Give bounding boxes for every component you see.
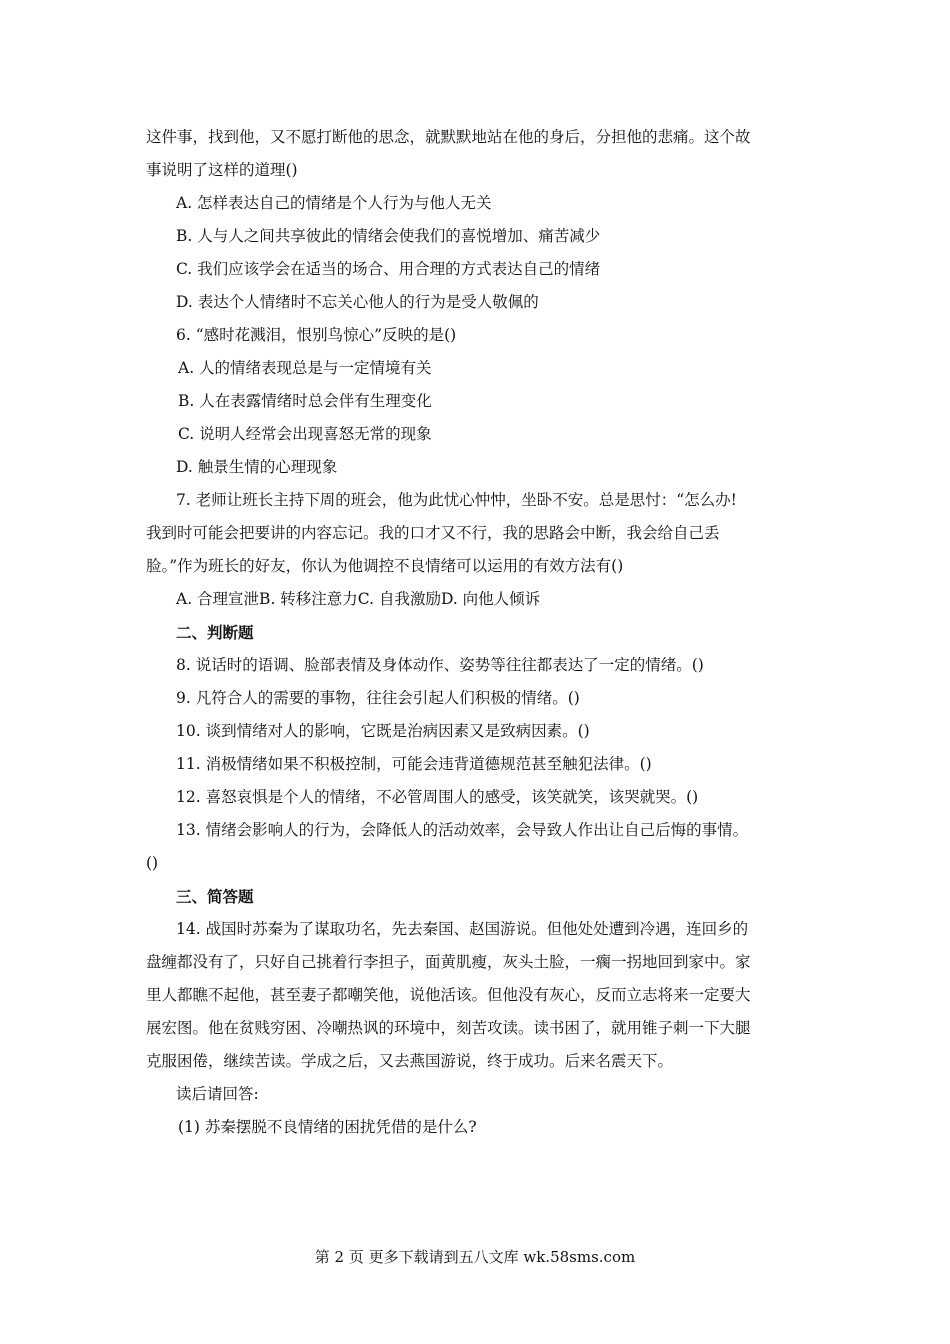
page-footer: 第 2 页 更多下载请到五八文库 wk.58sms.com (314, 1248, 636, 1266)
document-body (146, 121, 814, 1144)
text-line: 11. 消极情绪如果不积极控制，可能会违背道德规范甚至触犯法律。() (176, 755, 652, 773)
text-line: 8. 说话时的语调、脸部表情及身体动作、姿势等往往都表达了一定的情绪。() (176, 656, 704, 674)
text-line: D. 触景生情的心理现象 (176, 458, 338, 476)
text-line: 12. 喜怒哀惧是个人的情绪，不必管周围人的感受，该笑就笑，该哭就哭。() (176, 788, 699, 806)
text-line: 读后请回答: (176, 1085, 259, 1103)
text-line: C. 我们应该学会在适当的场合、用合理的方式表达自己的情绪 (176, 260, 601, 278)
text-line: () (146, 854, 159, 872)
text-line: 我到时可能会把要讲的内容忘记。我的口才又不行，我的思路会中断，我会给自己丢 (146, 524, 720, 542)
text-line: 里人都瞧不起他，甚至妻子都嘲笑他，说他活该。但他没有灰心，反而立志将来一定要大 (146, 986, 751, 1004)
text-line: 9. 凡符合人的需要的事物，往往会引起人们积极的情绪。() (176, 689, 580, 707)
text-line: C. 说明人经常会出现喜怒无常的现象 (178, 425, 432, 443)
text-line: 脸。”作为班长的好友，你认为他调控不良情绪可以运用的有效方法有() (146, 557, 624, 575)
section-heading: 二、判断题 (176, 623, 254, 642)
text-line: 7. 老师让班长主持下周的班会，他为此忧心忡忡，坐卧不安。总是思忖：“怎么办! (176, 491, 737, 509)
text-line: (1) 苏秦摆脱不良情绪的困扰凭借的是什么? (178, 1118, 477, 1136)
text-line: 事说明了这样的道理() (146, 161, 298, 179)
section-heading: 三、简答题 (176, 887, 254, 906)
text-line: A. 人的情绪表现总是与一定情境有关 (178, 359, 432, 377)
text-line: 6. “感时花溅泪，恨别鸟惊心”反映的是() (176, 326, 457, 344)
text-line: A. 合理宣泄B. 转移注意力C. 自我激励D. 向他人倾诉 (176, 590, 541, 608)
text-line: B. 人与人之间共享彼此的情绪会使我们的喜悦增加、痛苦减少 (176, 227, 601, 245)
text-line: 盘缠都没有了，只好自己挑着行李担子，面黄肌瘦，灰头土脸，一瘸一拐地回到家中。家 (146, 953, 751, 971)
text-line: D. 表达个人情绪时不忘关心他人的行为是受人敬佩的 (176, 293, 539, 311)
text-line: 10. 谈到情绪对人的影响，它既是治病因素又是致病因素。() (176, 722, 590, 740)
text-line: 14. 战国时苏秦为了谋取功名，先去秦国、赵国游说。但他处处遭到冷遇，连回乡的 (176, 920, 749, 938)
text-line: 展宏图。他在贫贱穷困、冷嘲热讽的环境中，刻苦攻读。读书困了，就用锥子刺一下大腿 (146, 1019, 751, 1037)
text-line: 13. 情绪会影响人的行为，会降低人的活动效率，会导致人作出让自己后悔的事情。 (176, 821, 749, 839)
text-line: 这件事，找到他，又不愿打断他的思念，就默默地站在他的身后，分担他的悲痛。这个故 (146, 128, 751, 146)
text-line: B. 人在表露情绪时总会伴有生理变化 (178, 392, 432, 410)
text-line: A. 怎样表达自己的情绪是个人行为与他人无关 (176, 194, 492, 212)
text-line: 克服困倦，继续苦读。学成之后，又去燕国游说，终于成功。后来名震天下。 (146, 1052, 674, 1070)
